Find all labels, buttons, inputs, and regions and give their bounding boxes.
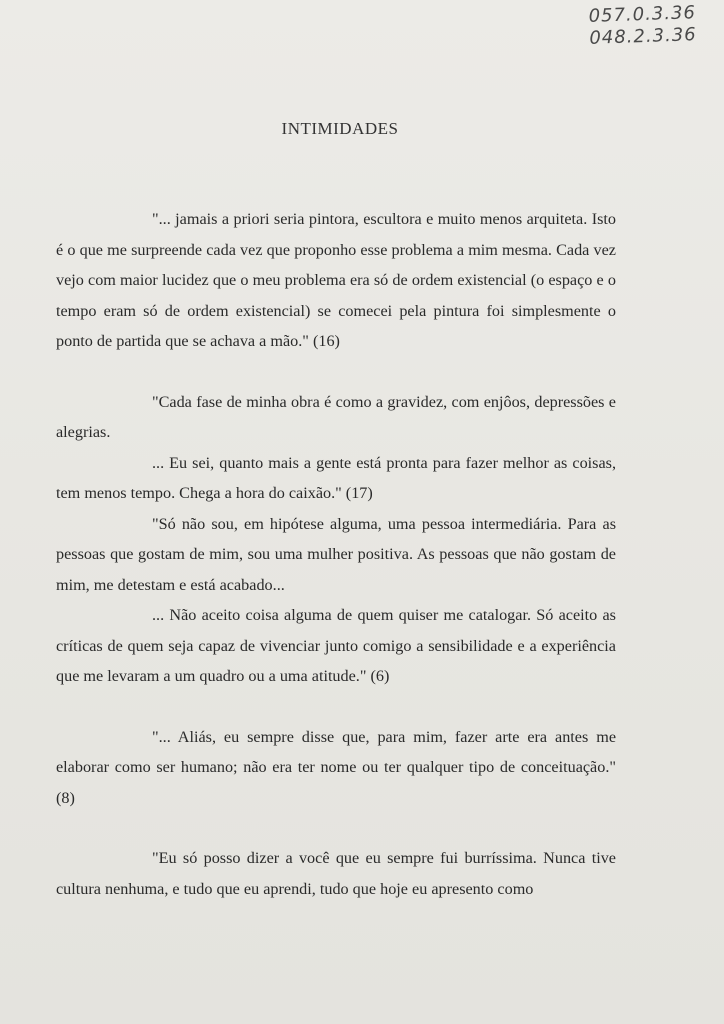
paragraph-3: ... Eu sei, quanto mais a gente está pronta para fazer melhor as coisas, tem menos tempo. Chega a hora do caixão." (17)	[56, 453, 616, 502]
paragraph-7: "Eu só posso dizer a você que eu sempre fui burríssima. Nunca tive cultura nenhuma, e tudo que eu aprendi, tudo que hoje eu apresento como	[56, 849, 616, 898]
body-text	[56, 204, 616, 904]
paragraph-4: "Só não sou, em hipótese alguma, uma pessoa intermediária. Para as pessoas que gostam de mim, sou uma mulher positiva. As pessoas que não gostam de mim, me detestam e está acabado...	[56, 514, 616, 594]
paragraph-6: "... Aliás, eu sempre disse que, para mim, fazer arte era antes me elaborar como ser humano; não era ter nome ou ter qualquer tipo de conceituação." (8)	[56, 727, 616, 807]
paragraph-2: "Cada fase de minha obra é como a gravidez, com enjôos, depressões e alegrias.	[56, 392, 616, 441]
handwritten-archive-code	[588, 2, 697, 50]
archive-code-line-1: 057.0.3.36	[587, 2, 696, 27]
page-title: INTIMIDADES	[281, 119, 399, 138]
paragraph-5: ... Não aceito coisa alguma de quem quiser me catalogar. Só aceito as críticas de quem seja capaz de vivenciar junto comigo a sensibilidade e a experiência que me levaram a um quadro ou a uma atitude." (6)	[56, 606, 616, 685]
archive-code-line-2: 048.2.3.36	[588, 24, 697, 49]
paragraph-1: "... jamais a priori seria pintora, escultora e muito menos arquiteta. Isto é o que me surpreende cada vez que proponho esse problema a mim mesma. Cada vez vejo com maior lucidez que o meu problema era só de ordem existencial (o espaço e o tempo eram só de ordem existencial) se comecei pela pintura foi simplesmente o ponto de partida que se achava a mão." (16)	[56, 210, 616, 350]
